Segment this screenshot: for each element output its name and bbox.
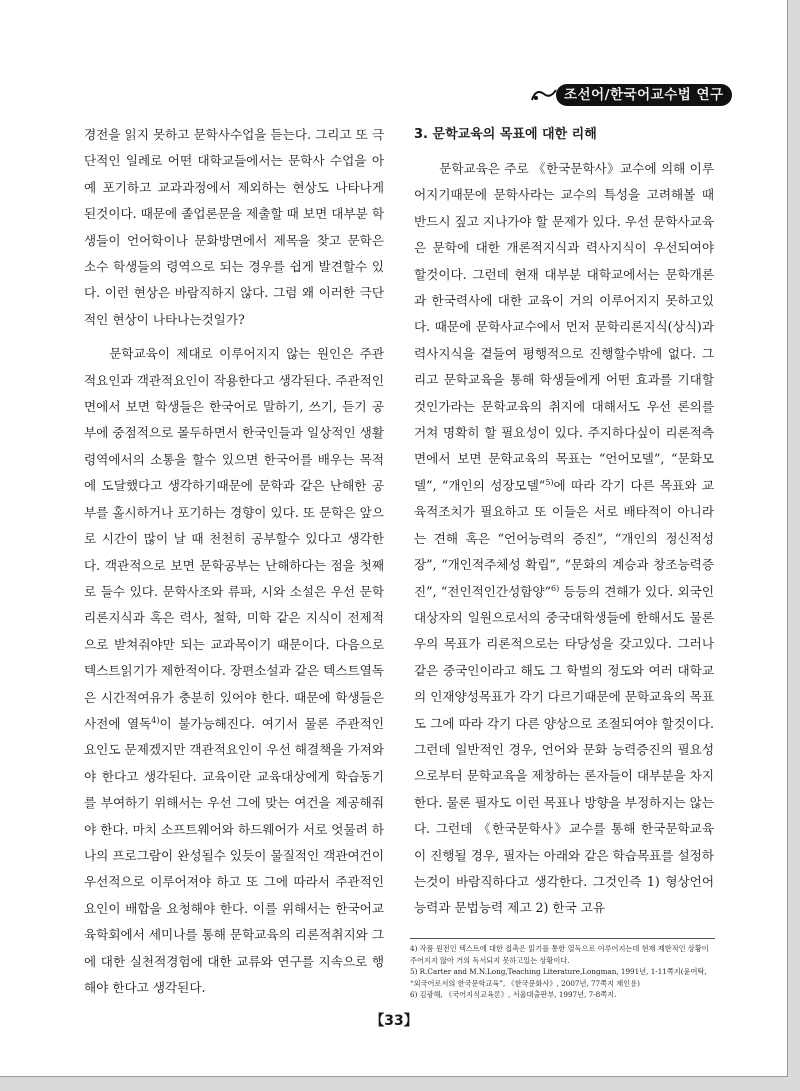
- viewer-frame-right: [788, 0, 800, 1091]
- body-paragraph: 문학교육이 제대로 이루어지지 않는 원인은 주관적요인과 객관적요인이 작용한다고 생각된다. 주관적인 면에서 보면 학생들은 한국어로 말하기, 쓰기, 듣기 공부에 중점적으로 몰두하면서 한국인들과 일상적인 생활령역에서의 소통을 할수 있으면 한국어를 배우는 목적에 도달했다고 생각하기때문에 문학과 같은 난해한 공부를 홀시하거나 포기하는 경향이 있다. 또 문학은 앞으로 시간이 많이 날 때 천천히 공부할수 있다고 생각한다. 객관적으로 보면 문학공부는 난해하다는 점을 첫째로 들수 있다. 문학사조와 류파, 시와 소설은 우선 문학리론지식과 혹은 력사, 철학, 미학 같은 지식이 전제적으로 받쳐줘야만 되는 교과목이기 때문이다. 다음으로 텍스트읽기가 제한적이다. 장편소설과 같은 텍스트열독은 시간적여유가 충분히 있어야 한다. 때문에 학생들은 사전에 열독$^{4)}$이 불가능해진다. 여기서 물론 주관적인 요인도 문제겠지만 객관적요인이 우선 해결책을 가져와야 한다고 생각된다. 교육이란 교육대상에게 학습동기를 부여하기 위해서는 우선 그에 맞는 여건을 제공해줘야 한다. 마치 소프트웨어와 하드웨어가 서로 엇물려 하나의 프로그람이 완성될수 있듯이 물질적인 객관여건이 우선적으로 이루어져야 하고 또 그에 따라서 주관적인 요인이 배합을 요청해야 한다. 이를 위해서는 한국어교육학회에서 세미나를 통해 문학교육의 리론적취지와 그에 대한 실천적경험에 대한 교류와 연구를 지속으로 행해야 한다고 생각된다.: [84, 346, 384, 995]
- right-column: [414, 122, 714, 922]
- page-number: 【33】: [370, 1013, 418, 1029]
- footnote: 5) R.Carter and M.N.Long,Teaching Literature,Longman, 1991년, 1-11쪽지(윤여탁, “외국어로서의 한국문학교육”, 《한국문화사》, 2007년, 77쪽지 재인용): [410, 967, 707, 988]
- left-column: [84, 122, 384, 1001]
- footnote-mark: 5): [545, 477, 554, 487]
- footnote-mark: 4): [151, 715, 160, 725]
- running-header: [530, 80, 780, 110]
- section-heading: 3. 문학교육의 목표에 대한 리해: [414, 127, 597, 142]
- viewer-frame-bottom: [0, 1077, 800, 1091]
- header-ornament-icon: [530, 86, 558, 104]
- footnote: 6) 김광해, 《국어지식교육론》, 서울대출판부, 1997년, 7-8쪽지.: [410, 990, 617, 999]
- journal-title: 조선어/한국어교수법 연구: [556, 84, 732, 106]
- footnote: 4) 작품 원전인 텍스트에 대한 접촉은 읽기를 통한 열독으로 이루어지는데 현재 제한적인 상황이 주어지지 않아 거의 독서되지 못하고있는 상황이다.: [410, 944, 709, 965]
- body-paragraph: 경전을 읽지 못하고 문학사수업을 듣는다. 그리고 또 극단적인 일례로 어떤 대학교들에서는 문학사 수업을 아예 포기하고 교과과정에서 제외하는 현상도 나타나게 된것이다. 때문에 졸업론문을 제출할 때 보면 대부분 학생들이 언어학이나 문화방면에서 제목을 찾고 문학은 소수 학생들의 령역으로 되는 경우를 쉽게 발견할수 있다. 이런 현상은 바람직하지 않다. 그럼 왜 이러한 극단적인 현상이 나타나는것일가?: [84, 127, 384, 327]
- footnotes: [410, 938, 715, 1001]
- body-paragraph: 문학교육은 주로 《한국문학사》교수에 의해 이루어지기때문에 문학사라는 교수의 특성을 고려해볼 때 반드시 짚고 지나가야 할 문제가 있다. 우선 문학사교육은 문학에 대한 개론적지식과 력사지식이 우선되여야 할것이다. 그런데 현재 대부분 대학교에서는 문학개론과 한국력사에 대한 교육이 거의 이루어지지 못하고있다. 때문에 문학사교수에서 먼저 문학리론지식(상식)과 력사지식을 곁들여 평행적으로 진행할수밖에 없다. 그리고 문학교육을 통해 학생들에게 어떤 효과를 기대할것인가라는 문학교육의 취지에 대해서도 우선 론의를 거쳐 명확히 할 필요성이 있다. 주지하다싶이 리론적측면에서 보면 문학교육의 목표는 “언어모델”, “문화모델”, “개인의 성장모델”$^{5)}$에 따라 각기 다른 목표와 교육적조치가 필요하고 또 이들은 서로 배타적이 아니라는 견해 혹은 “언어능력의 증진”, “개인의 정신적성장”, “개인적주체성 확립”, “문화의 계승과 창조능력증진”, “전인적인간성함양”$^{6)}$ 등등의 견해가 있다. 외국인 대상자의 일원으로서의 중국대학생들에 한해서도 물론 우의 목표가 리론적으로는 타당성을 갖고있다. 그러나 같은 중국인이라고 해도 그 학벌의 정도와 여러 대학교의 인재양성목표가 각기 다르기때문에 문학교육의 목표도 그에 따라 각기 다른 양상으로 조절되여야 할것이다. 그런데 일반적인 경우, 언어와 문화 능력증진의 필요성으로부터 문학교육을 제창하는 론자들이 대부분을 차지한다. 물론 필자도 이런 목표나 방향을 부정하지는 않는다. 그런데 《한국문학사》교수를 통해 한국문학교육이 진행될 경우, 필자는 아래와 같은 학습목표를 설정하는것이 바람직하다고 생각한다. 그것인즉 1) 형상언어능력과 문법능력 제고 2) 한국 고유: [414, 161, 715, 916]
- footnote-mark: 6): [551, 583, 560, 593]
